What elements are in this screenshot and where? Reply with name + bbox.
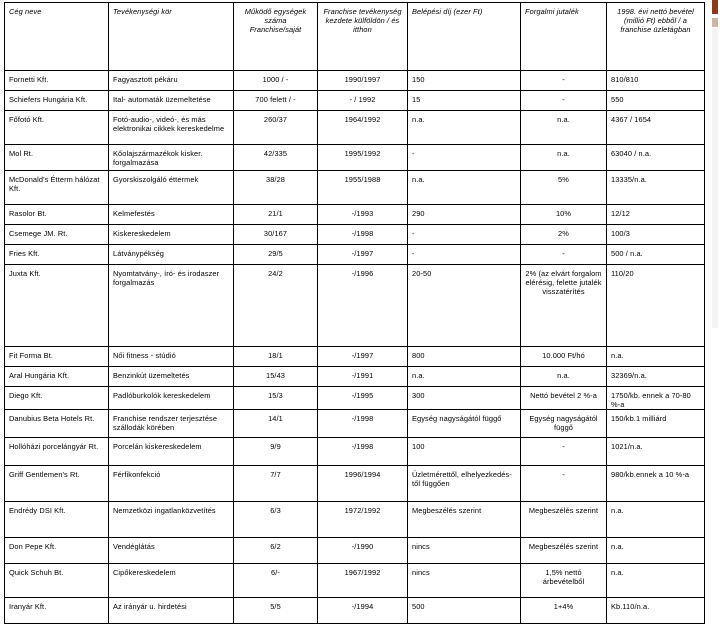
table-cell: 100/3 [607,225,705,245]
column-header: Működő egységek száma Franchise/saját [234,3,318,71]
table-cell: n.a. [408,171,521,205]
table-cell: 150/kb.1 milliárd [607,410,705,438]
table-cell: Női fitness - stúdió [109,347,234,367]
table-cell: 500 [408,598,521,624]
column-header: 1998. évi nettó bevétel (millió Ft) ebből / a franchise üzletágban [607,3,705,71]
table-cell: 5% [521,171,607,205]
table-cell: Iranyár Kft. [5,598,109,624]
table-cell: - [521,245,607,265]
table-cell: 1967/1992 [318,564,408,598]
column-header: Cég neve [5,3,109,71]
table-cell: 810/810 [607,71,705,91]
table-row [5,538,705,564]
side-decoration [709,0,720,540]
table-cell: Porcelán kiskereskedelem [109,438,234,466]
table-cell: Nettó bevétel 2 %-a [521,387,607,410]
table-cell: Nemzetközi ingatlanközvetítés [109,502,234,538]
table-cell: Mol Rt. [5,145,109,171]
table-cell: Látványpékség [109,245,234,265]
table-cell: 500 / n.a. [607,245,705,265]
table-cell: 1+4% [521,598,607,624]
table-cell: 6/2 [234,538,318,564]
table-row [5,466,705,502]
table-cell: 29/5 [234,245,318,265]
table-row [5,171,705,205]
table-cell: 15/3 [234,387,318,410]
table-cell: nincs [408,538,521,564]
table-cell: -/1998 [318,225,408,245]
table-cell: -/1990 [318,538,408,564]
table-cell: Üzletmérettől, elhelyezkedés-től függően [408,466,521,502]
table-row [5,91,705,111]
table-cell: Csemege JM. Rt. [5,225,109,245]
table-cell: - [521,71,607,91]
column-header: Belépési díj (ezer Ft) [408,3,521,71]
table-cell: - [408,225,521,245]
table-cell: 1750/kb. ennek a 70-80 %-a [607,387,705,410]
table-cell: 15 [408,91,521,111]
table-cell: Egység nagyságától függő [521,410,607,438]
table-cell: 1,5% nettó árbevételből [521,564,607,598]
table-cell: 1964/1992 [318,111,408,145]
table-cell: - [521,438,607,466]
table-cell: - [521,91,607,111]
table-row [5,145,705,171]
table-cell: 980/kb.ennek a 10 %-a [607,466,705,502]
table-cell: -/1998 [318,438,408,466]
table-cell: 38/28 [234,171,318,205]
table-row [5,367,705,387]
table-cell: 100 [408,438,521,466]
table-cell: Rasolor Bt. [5,205,109,225]
table-cell: 14/1 [234,410,318,438]
table-cell: 63040 / n.a. [607,145,705,171]
table-cell: 550 [607,91,705,111]
table-cell: Cipőkereskedelem [109,564,234,598]
table-cell: 110/20 [607,265,705,347]
table-cell: Don Pepe Kft. [5,538,109,564]
table-cell: 1955/1988 [318,171,408,205]
table-row [5,347,705,367]
table-cell: Kelmefestés [109,205,234,225]
table-cell: Megbeszélés szerint [521,538,607,564]
side-accent-bar [712,0,718,14]
table-cell: 10.000 Ft/hó [521,347,607,367]
table-cell: Griff Gentlemen's Rt. [5,466,109,502]
table-cell: 9/9 [234,438,318,466]
table-cell: Gyorskiszolgáló éttermek [109,171,234,205]
table-cell: 42/335 [234,145,318,171]
table-cell: McDonald's Étterm hálózat Kft. [5,171,109,205]
table-row [5,265,705,347]
table-cell: 12/12 [607,205,705,225]
table-cell: n.a. [521,111,607,145]
table-cell: 1995/1992 [318,145,408,171]
table-cell: 32369/n.a. [607,367,705,387]
table-cell: Benzinkút üzemeltetés [109,367,234,387]
table-cell: Fit Forma Bt. [5,347,109,367]
table-cell: - [408,245,521,265]
table-cell: 260/37 [234,111,318,145]
table-cell: 2% [521,225,607,245]
table-cell: Quick Schuh Bt. [5,564,109,598]
column-header: Tevékenységi kör [109,3,234,71]
table-cell: n.a. [408,111,521,145]
table-cell: Danubius Beta Hotels Rt. [5,410,109,438]
table-cell: - [521,466,607,502]
table-cell: Kb.110/n.a. [607,598,705,624]
table-row [5,564,705,598]
table-cell: n.a. [521,145,607,171]
table-cell: 1996/1994 [318,466,408,502]
table-cell: 10% [521,205,607,225]
table-cell: Főfotó Kft. [5,111,109,145]
franchise-table [4,2,705,624]
table-cell: -/1997 [318,347,408,367]
table-row [5,598,705,624]
table-body [5,3,705,624]
table-cell: 6/3 [234,502,318,538]
table-row [5,502,705,538]
table-cell: Kőolajszármazékok kisker. forgalmazása [109,145,234,171]
table-cell: Férfikonfekció [109,466,234,502]
table-row [5,111,705,145]
table-cell: 18/1 [234,347,318,367]
table-cell: -/1993 [318,205,408,225]
table-cell: 6/- [234,564,318,598]
table-cell: 2% (az elvárt forgalom elérésig, felette jutalék visszatérítés [521,265,607,347]
table-row [5,387,705,410]
table-row [5,438,705,466]
table-cell: 21/1 [234,205,318,225]
table-cell: 15/43 [234,367,318,387]
table-cell: n.a. [607,347,705,367]
table-cell: n.a. [607,564,705,598]
table-cell: Franchise rendszer terjesztése szállodák körében [109,410,234,438]
table-cell: Juxta Kft. [5,265,109,347]
table-cell: 24/2 [234,265,318,347]
table-cell: Az irányár u. hirdetési [109,598,234,624]
table-cell: Nyomtatvány-, író- és irodaszer forgalmazás [109,265,234,347]
side-accent-bar [712,18,718,27]
table-cell: Ital- automaták üzemeltetése [109,91,234,111]
table-cell: 1972/1992 [318,502,408,538]
table-cell: n.a. [521,367,607,387]
table-cell: n.a. [607,538,705,564]
table-cell: Vendéglátás [109,538,234,564]
table-cell: - / 1992 [318,91,408,111]
table-row [5,245,705,265]
table-cell: Fries Kft. [5,245,109,265]
table-cell: Megbeszélés szerint [521,502,607,538]
table-cell: 700 felett / - [234,91,318,111]
column-header: Franchise tevékenység kezdete külföldön / és itthon [318,3,408,71]
table-cell: 30/167 [234,225,318,245]
table-cell: nincs [408,564,521,598]
table-cell: 800 [408,347,521,367]
side-accent-bar [712,28,718,328]
table-cell: -/1996 [318,265,408,347]
column-header: Forgalmi jutalék [521,3,607,71]
table-cell: Egység nagyságától függő [408,410,521,438]
table-cell: 13335/n.a. [607,171,705,205]
table-cell: Endrédy DSI Kft. [5,502,109,538]
table-row [5,410,705,438]
header-row [5,3,705,71]
table-cell: 150 [408,71,521,91]
table-cell: -/1998 [318,410,408,438]
table-cell: n.a. [607,502,705,538]
table-cell: Aral Hungária Kft. [5,367,109,387]
table-cell: Fotó-audio-, videó-, és más elektronikai cikkek kereskedelme [109,111,234,145]
table-cell: 4367 / 1654 [607,111,705,145]
table-cell: Fagyasztott pékáru [109,71,234,91]
table-cell: -/1994 [318,598,408,624]
table-row [5,225,705,245]
table-cell: 290 [408,205,521,225]
table-cell: Kiskereskedelem [109,225,234,245]
table-cell: 1000 / - [234,71,318,91]
table-cell: Hollóházi porcelángyár Rt. [5,438,109,466]
table-cell: Megbeszélés szerint [408,502,521,538]
table-cell: Diego Kft. [5,387,109,410]
table-cell: 20-50 [408,265,521,347]
table-cell: n.a. [408,367,521,387]
table-cell: -/1997 [318,245,408,265]
table-cell: -/1991 [318,367,408,387]
table-cell: 5/5 [234,598,318,624]
table-cell: 1990/1997 [318,71,408,91]
table-cell: 1021/n.a. [607,438,705,466]
table-row [5,205,705,225]
table-cell: Fornetti Kft. [5,71,109,91]
table-cell: 300 [408,387,521,410]
table-cell: Schiefers Hungária Kft. [5,91,109,111]
table-cell: Padlóburkolók kereskedelem [109,387,234,410]
table-cell: - [408,145,521,171]
table-cell: 7/7 [234,466,318,502]
table-cell: -/1995 [318,387,408,410]
table-row [5,71,705,91]
